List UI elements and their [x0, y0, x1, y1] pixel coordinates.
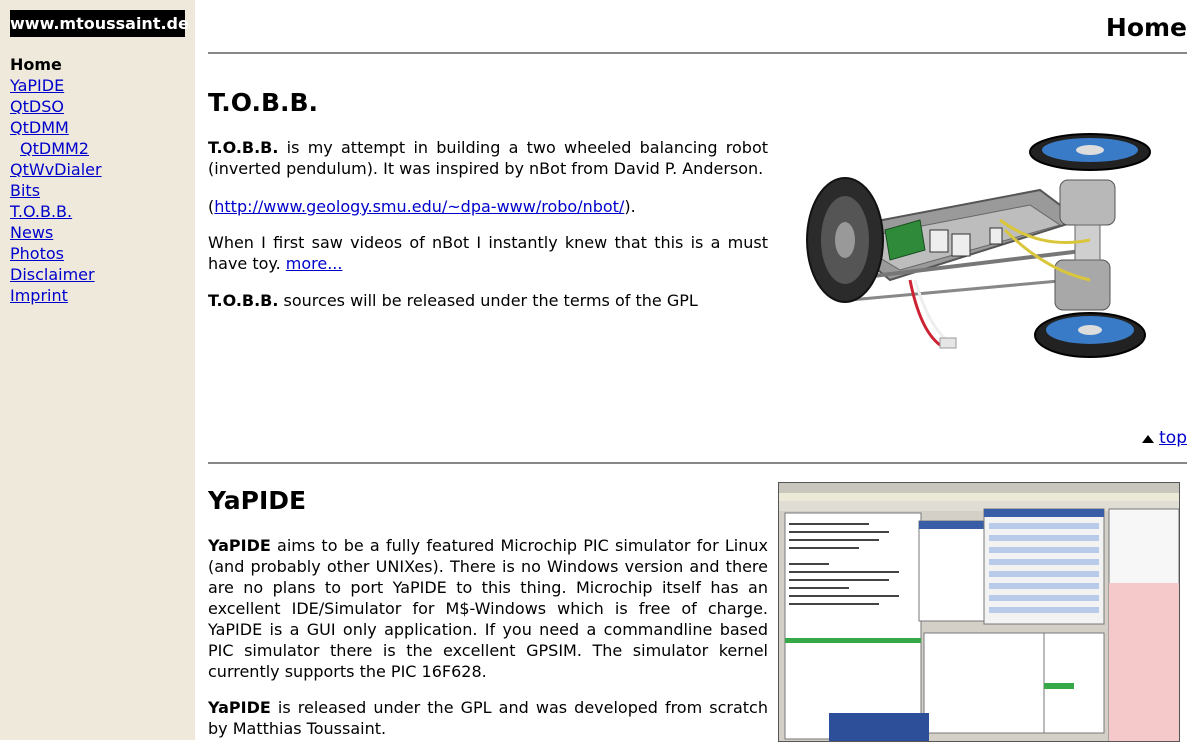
nav-item-imprint[interactable]	[10, 285, 102, 306]
nav-link-qtdso[interactable]: QtDSO	[10, 97, 64, 116]
yapide-name-bold: YaPIDE	[208, 536, 271, 555]
nav-link-photos[interactable]: Photos	[10, 244, 64, 263]
yapide-screenshot-graphic	[779, 483, 1179, 741]
yapide-screenshot	[778, 482, 1180, 742]
nav-link-imprint[interactable]: Imprint	[10, 286, 68, 305]
up-arrow-icon	[1142, 435, 1154, 443]
tobb-paragraph-license	[208, 290, 768, 311]
nav-item-qtwvdialer[interactable]	[10, 159, 102, 180]
nav-item-home	[10, 54, 102, 75]
sidebar-nav	[10, 54, 102, 306]
nav-link-qtdmm2[interactable]: QtDMM2	[20, 139, 89, 158]
sidebar	[0, 0, 195, 740]
nav-link-bits[interactable]: Bits	[10, 181, 41, 200]
top-link[interactable]: top	[1159, 428, 1187, 448]
section-divider	[208, 462, 1187, 464]
tobb-videos-text: When I first saw videos of nBot I instantly knew that this is a must have toy.	[208, 233, 768, 273]
yapide-intro-text: aims to be a fully featured Microchip PIC simulator for Linux (and probably other UNIXes). There is no Windows version and there are no plans to port YaPIDE to this thing. Microchip itself has an excellent IDE/Simulator for M$-Windows which is free of charge. YaPIDE is a GUI only application. If you need a commandline based PIC simulator there is the excellent GPSIM. The simulator kernel currently supports the PIC 16F628.	[208, 536, 768, 681]
nav-item-tobb[interactable]	[10, 201, 102, 222]
nav-item-disclaimer[interactable]	[10, 264, 102, 285]
yapide-paragraph-license	[208, 697, 768, 739]
nav-link-disclaimer[interactable]: Disclaimer	[10, 265, 95, 284]
nav-item-yapide[interactable]	[10, 75, 102, 96]
paren-open: (	[208, 197, 215, 216]
nav-label-home: Home	[10, 55, 62, 74]
yapide-name-bold-2: YaPIDE	[208, 698, 271, 717]
nav-link-tobb[interactable]: T.O.B.B.	[10, 202, 73, 221]
paren-close: ).	[624, 197, 636, 216]
more-link[interactable]: more...	[285, 254, 343, 273]
nav-item-qtdso[interactable]	[10, 96, 102, 117]
nav-link-qtdmm[interactable]: QtDMM	[10, 118, 69, 137]
tobb-paragraph-link	[208, 196, 768, 217]
tobb-section-title: T.O.B.B.	[208, 88, 319, 117]
yapide-license-text: is released under the GPL and was developed from scratch by Matthias Toussaint.	[208, 698, 768, 738]
tobb-intro-text: is my attempt in building a two wheeled balancing robot (inverted pendulum). It was inspired by nBot from David P. Anderson.	[208, 138, 768, 178]
nav-item-qtdmm2[interactable]	[10, 138, 102, 159]
tobb-license-text: sources will be released under the terms of the GPL	[278, 291, 698, 310]
yapide-paragraph-intro	[208, 535, 768, 682]
tobb-paragraph-intro	[208, 137, 768, 179]
nbot-link[interactable]: http://www.geology.smu.edu/~dpa-www/robo/nbot/	[214, 197, 625, 216]
tobb-name-bold: T.O.B.B.	[208, 138, 279, 157]
header-divider	[208, 52, 1187, 54]
tobb-name-bold-2: T.O.B.B.	[208, 291, 279, 310]
nav-link-qtwvdialer[interactable]: QtWvDialer	[10, 160, 102, 179]
robot-photo	[790, 130, 1160, 390]
site-logo[interactable]: www.mtoussaint.de	[10, 10, 185, 37]
nav-item-photos[interactable]	[10, 243, 102, 264]
page-title: Home	[1105, 13, 1187, 42]
back-to-top[interactable]	[1142, 428, 1187, 448]
yapide-section-title: YaPIDE	[208, 486, 307, 515]
nav-link-yapide[interactable]: YaPIDE	[10, 76, 65, 95]
nav-item-news[interactable]	[10, 222, 102, 243]
tobb-paragraph-videos	[208, 232, 768, 274]
nav-link-news[interactable]: News	[10, 223, 54, 242]
nav-item-bits[interactable]	[10, 180, 102, 201]
nav-item-qtdmm[interactable]	[10, 117, 102, 138]
